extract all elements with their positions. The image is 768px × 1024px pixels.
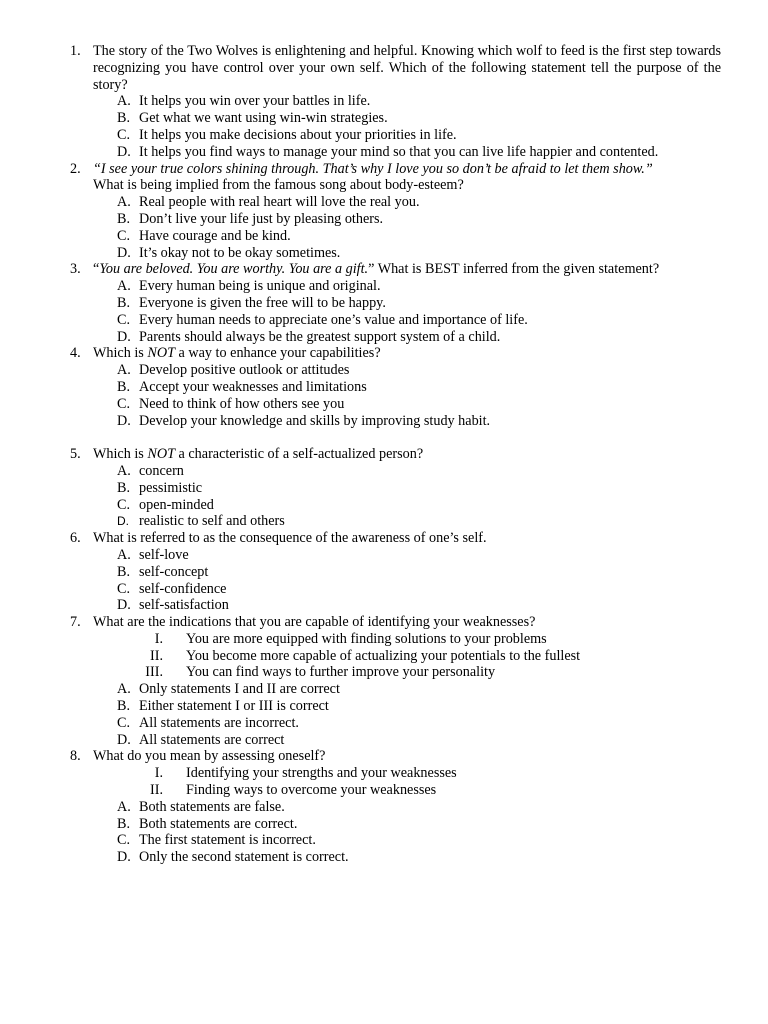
option-letter: C. xyxy=(117,311,131,328)
option-a xyxy=(0,799,768,816)
option-letter: D. xyxy=(117,244,131,261)
option-letter: B. xyxy=(117,294,131,311)
option-text: concern xyxy=(139,462,184,479)
option-letter: D. xyxy=(117,731,131,748)
option-text: Parents should always be the greatest support system of a child. xyxy=(139,328,501,345)
option-text: Real people with real heart will love the real you. xyxy=(139,194,420,211)
option-c xyxy=(0,715,768,732)
option-text: Develop your knowledge and skills by improving study habit. xyxy=(139,412,491,429)
question-text xyxy=(93,161,721,195)
option-d xyxy=(0,732,768,749)
option-c xyxy=(0,228,768,245)
quote-text: You are beloved. You are worthy. You are a gift. xyxy=(99,261,369,278)
option-d xyxy=(0,513,768,530)
option-text: Every human needs to appreciate one’s value and importance of life. xyxy=(139,311,528,328)
option-letter: D. xyxy=(117,143,131,160)
option-text: The first statement is incorrect. xyxy=(139,832,316,849)
option-d xyxy=(0,144,768,161)
option-text: It helps you make decisions about your priorities in life. xyxy=(139,126,457,143)
option-letter: B. xyxy=(117,815,131,832)
option-text: Either statement I or III is correct xyxy=(139,698,329,715)
option-text: pessimistic xyxy=(139,479,203,496)
question-text xyxy=(93,261,721,278)
option-text: It helps you win over your battles in life. xyxy=(139,93,371,110)
statement-number: II. xyxy=(150,647,163,664)
question-number: 2. xyxy=(70,160,81,177)
question-number: 7. xyxy=(70,614,81,631)
question-1 xyxy=(0,43,768,93)
option-letter: D. xyxy=(117,328,131,345)
option-letter: B. xyxy=(117,479,131,496)
statement-text: You can find ways to further improve your personality xyxy=(186,664,496,681)
quiz-document xyxy=(0,43,768,866)
statement-text: Finding ways to overcome your weaknesses xyxy=(186,782,437,799)
song-quote: “I see your true colors shining through. That’s why I love you so don’t be afraid to let them show.” xyxy=(93,160,653,177)
option-letter: A. xyxy=(117,278,131,295)
question-number: 5. xyxy=(70,446,81,463)
statement-i xyxy=(0,765,768,782)
option-letter: C. xyxy=(117,395,131,412)
option-a xyxy=(0,278,768,295)
option-a xyxy=(0,93,768,110)
emphasis-not: NOT xyxy=(147,446,175,463)
statement-number: I. xyxy=(154,765,163,782)
question-text: What are the indications that you are capable of identifying your weaknesses? xyxy=(93,614,536,631)
option-letter: A. xyxy=(117,194,131,211)
question-number: 8. xyxy=(70,748,81,765)
question-prompt: ” What is BEST inferred from the given statement? xyxy=(368,261,660,278)
option-letter: B. xyxy=(117,563,131,580)
open-quote: “ xyxy=(93,261,100,278)
statement-number: III. xyxy=(145,664,163,681)
option-text: Both statements are correct. xyxy=(139,815,298,832)
question-suffix: a characteristic of a self-actualized person? xyxy=(174,446,424,463)
statement-text: You become more capable of actualizing your potentials to the fullest xyxy=(186,647,581,664)
option-text: Develop positive outlook or attitudes xyxy=(139,362,350,379)
option-letter: C. xyxy=(117,832,131,849)
question-number: 6. xyxy=(70,530,81,547)
emphasis-not: NOT xyxy=(147,345,175,362)
option-a xyxy=(0,463,768,480)
option-letter: C. xyxy=(117,580,131,597)
option-text: It’s okay not to be okay sometimes. xyxy=(139,244,341,261)
option-c xyxy=(0,497,768,514)
option-letter: C. xyxy=(117,227,131,244)
option-b xyxy=(0,295,768,312)
option-d xyxy=(0,849,768,866)
question-6 xyxy=(0,530,768,547)
statement-ii xyxy=(0,648,768,665)
option-b xyxy=(0,698,768,715)
option-text: Have courage and be kind. xyxy=(139,227,291,244)
question-3 xyxy=(0,261,768,278)
option-b xyxy=(0,816,768,833)
option-text: self-love xyxy=(139,546,189,563)
question-text xyxy=(93,345,721,362)
option-a xyxy=(0,681,768,698)
option-c xyxy=(0,581,768,598)
question-number: 1. xyxy=(70,43,81,59)
option-b xyxy=(0,564,768,581)
question-text: The story of the Two Wolves is enlightening and helpful. Knowing which wolf to feed is the first step towards recognizing you have control over your own self. Which of the following statement tell the purpose of the story? xyxy=(93,43,721,93)
option-text: Need to think of how others see you xyxy=(139,395,345,412)
option-letter: D. xyxy=(117,849,131,866)
question-2 xyxy=(0,161,768,195)
option-letter: B. xyxy=(117,110,131,127)
option-letter: C. xyxy=(117,714,131,731)
statement-ii xyxy=(0,782,768,799)
option-letter: B. xyxy=(117,378,131,395)
option-text: self-confidence xyxy=(139,580,227,597)
option-letter: B. xyxy=(117,210,131,227)
option-a xyxy=(0,362,768,379)
option-text: All statements are correct xyxy=(139,731,285,748)
option-letter: A. xyxy=(117,546,131,563)
option-text: Both statements are false. xyxy=(139,798,285,815)
option-text: All statements are incorrect. xyxy=(139,714,299,731)
option-letter: A. xyxy=(117,462,131,479)
statement-number: I. xyxy=(154,630,163,647)
question-5 xyxy=(0,446,768,463)
option-letter: A. xyxy=(117,362,131,379)
statement-i xyxy=(0,631,768,648)
option-d xyxy=(0,597,768,614)
option-letter: C. xyxy=(117,496,131,513)
option-text: Accept your weaknesses and limitations xyxy=(139,378,367,395)
option-letter: B. xyxy=(117,698,131,715)
option-text: It helps you find ways to manage your mind so that you can live life happier and contented. xyxy=(139,143,659,160)
question-text: What is referred to as the consequence of the awareness of one’s self. xyxy=(93,530,487,547)
question-prefix: Which is xyxy=(93,446,148,463)
question-prefix: Which is xyxy=(93,345,148,362)
question-suffix: a way to enhance your capabilities? xyxy=(174,345,381,362)
question-7 xyxy=(0,614,768,631)
option-d xyxy=(0,329,768,346)
question-prompt: What is being implied from the famous song about body-esteem? xyxy=(93,177,464,194)
option-letter: C. xyxy=(117,126,131,143)
option-letter: D. xyxy=(117,597,131,614)
option-letter: A. xyxy=(117,93,131,110)
option-c xyxy=(0,127,768,144)
option-a xyxy=(0,194,768,211)
option-letter: A. xyxy=(117,798,131,815)
option-text: Don’t live your life just by pleasing others. xyxy=(139,210,384,227)
option-text: Only statements I and II are correct xyxy=(139,681,340,698)
option-text: Only the second statement is correct. xyxy=(139,849,349,866)
option-text: Every human being is unique and original. xyxy=(139,278,381,295)
option-b xyxy=(0,379,768,396)
option-text: realistic to self and others xyxy=(139,513,285,530)
option-b xyxy=(0,480,768,497)
option-text: Get what we want using win-win strategies. xyxy=(139,110,388,127)
option-letter: A. xyxy=(117,681,131,698)
question-text: What do you mean by assessing oneself? xyxy=(93,748,326,765)
option-c xyxy=(0,832,768,849)
option-c xyxy=(0,396,768,413)
option-d xyxy=(0,413,768,430)
option-d xyxy=(0,245,768,262)
option-text: self-concept xyxy=(139,563,209,580)
option-b xyxy=(0,110,768,127)
question-text xyxy=(93,446,721,463)
question-number: 3. xyxy=(70,261,81,278)
option-text: self-satisfaction xyxy=(139,597,229,614)
statement-text: You are more equipped with finding solutions to your problems xyxy=(186,630,547,647)
option-letter: D. xyxy=(117,412,131,429)
statement-number: II. xyxy=(150,782,163,799)
option-text: Everyone is given the free will to be happy. xyxy=(139,294,386,311)
option-c xyxy=(0,312,768,329)
statement-text: Identifying your strengths and your weaknesses xyxy=(186,765,457,782)
option-b xyxy=(0,211,768,228)
question-number: 4. xyxy=(70,345,81,362)
option-text: open-minded xyxy=(139,496,214,513)
question-8 xyxy=(0,748,768,765)
question-4 xyxy=(0,345,768,362)
option-a xyxy=(0,547,768,564)
statement-iii xyxy=(0,664,768,681)
option-letter: D. xyxy=(117,514,129,529)
